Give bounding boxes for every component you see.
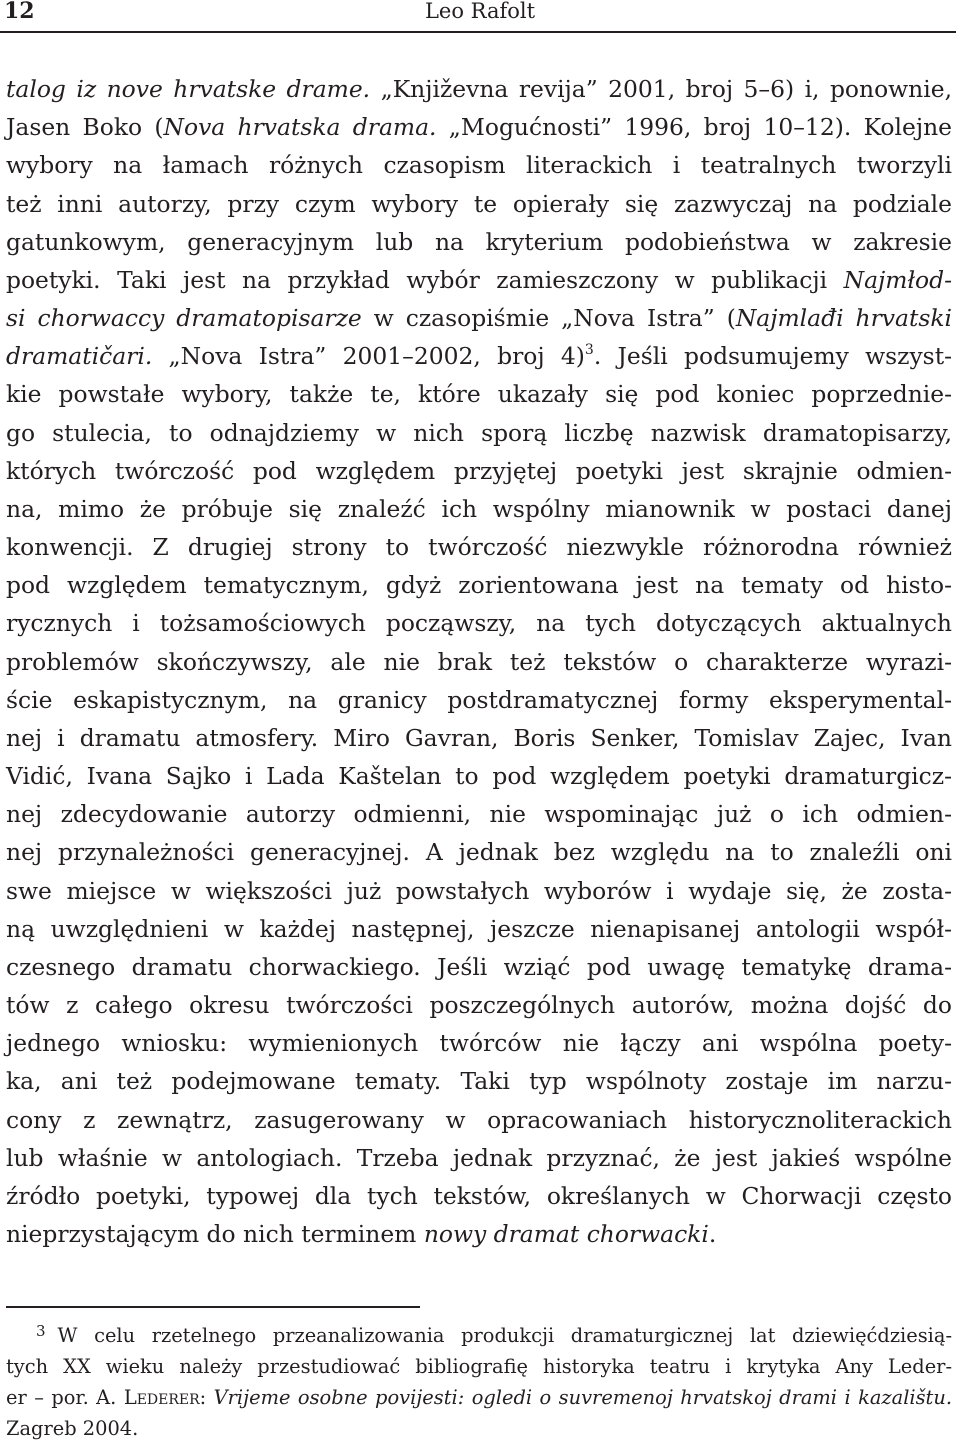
text-line: go stulecia, to odnajdziemy w nich sporą liczbę nazwisk dramatopisarzy, [6,418,952,447]
text-line: na, mimo że próbuje się znaleźć ich wspólny mianownik w postaci danej [6,494,952,523]
text-line: Vidić, Ivana Sajko i Lada Kaštelan to pod względem poetyki dramaturgicz- [6,762,952,791]
text-line: ka, ani też podejmowane tematy. Taki typ wspólnoty zostaje im narzu- [6,1067,952,1096]
text-line: nej przynależności generacyjnej. A jednak bez względu na to znaleźli oni [6,838,952,867]
text-line: jednego wniosku: wymienionych twórców nie łączy ani wspólna poety- [6,1029,952,1058]
text-line: czesnego dramatu chorwackiego. Jeśli wziąć pod uwagę tematykę drama- [6,952,952,981]
text-line: ście eskapistycznym, na granicy postdramatycznej formy eksperymental- [6,685,952,714]
text-line: kie powstałe wybory, także te, które ukazały się pod koniec poprzednie- [6,380,952,409]
text-line: tów z całego okresu twórczości poszczególnych autorów, można dojść do [6,991,952,1020]
text-line: nieprzystającym do nich terminem nowy dramat chorwacki. [6,1220,717,1249]
footnote-rule [6,1306,420,1308]
text-line: Jasen Boko (Nova hrvatska drama. „Mogućnosti” 1996, broj 10–12). Kolejne [6,113,952,142]
italic-title: Nova hrvatska drama. [163,113,437,142]
page-number: 12 [4,0,35,24]
text-line: nej zdecydowanie autorzy odmienni, nie wspominając już o ich odmien- [6,800,952,829]
footnote [6,1320,952,1444]
text-line: których twórczość pod względem przyjętej poetyki jest skrajnie odmien- [6,456,952,485]
footnote-line: er – por. A. Lederer: Vrijeme osobne povijesti: ogledi o suvremenoj hrvatskoj drami i kazalištu. [6,1386,953,1409]
text-line: nej i dramatu atmosfery. Miro Gavran, Boris Senker, Tomislav Zajec, Ivan [6,723,952,752]
text-line: konwencji. Z drugiej strony to twórczość niezwykle różnorodna również [6,533,952,562]
footnote-line: tych XX wieku należy przestudiować bibliografię historyka teatru i krytyka Any Leder- [6,1355,952,1378]
text-line: talog iz nove hrvatske drame. „Književna revija” 2001, broj 5–6) i, ponownie, [6,75,953,103]
body-text [6,70,952,1253]
italic-title: Vrijeme osobne povijesti: ogledi o suvremenoj hrvatskoj drami i kazalištu. [213,1386,953,1409]
text-line: źródło poetyki, typowej dla tych tekstów, określanych w Chorwacji często [6,1181,952,1210]
text-line: rycznych i tożsamościowych począwszy, na tych dotyczących aktualnych [6,609,952,638]
footnote-line: Zagreb 2004. [6,1417,139,1440]
text-line: swe miejsce w większości już powstałych wyborów i wydaje się, że zosta- [6,876,952,905]
text-line: gatunkowym, generacyjnym lub na kryterium podobieństwa w zakresie [6,227,952,256]
footnote-reference[interactable]: 3 [584,342,594,359]
italic-title: Najmłod- [843,265,952,294]
text-line: wybory na łamach różnych czasopism literackich i teatralnych tworzyli [6,151,952,180]
italic-term: nowy dramat chorwacki [423,1220,709,1249]
text-line: też inni autorzy, przy czym wybory te opierały się zazwyczaj na podziale [6,189,952,218]
running-header [0,0,960,34]
author-name: Lederer [123,1386,200,1409]
text-line: problemów skończywszy, ale nie brak też tekstów o charakterze wyrazi- [6,647,952,676]
footnote-line: 3 W celu rzetelnego przeanalizowania produkcji dramaturgicznej lat dziewięćdziesią- [36,1322,952,1347]
italic-title: dramatičari. [6,342,153,371]
text-line: dramatičari. „Nova Istra” 2001–2002, broj 4)$^3$. Jeśli podsumujemy wszyst- [6,342,952,371]
header-rule [0,31,956,33]
text-line: cony z zewnątrz, zasugerowany w opracowaniach historycznoliterackich [6,1105,952,1134]
text-line: ną uwzględnieni w każdej następnej, jeszcze nienapisanej antologii współ- [6,914,952,943]
text-line: si chorwaccy dramatopisarze w czasopiśmie „Nova Istra” (Najmlađi hrvatski [6,304,953,333]
running-title: Leo Rafolt [424,0,536,23]
text-line: pod względem tematycznym, gdyż zorientowana jest na tematy od histo- [6,571,952,600]
text-line: poetyki. Taki jest na przykład wybór zamieszczony w publikacji Najmłod- [6,265,952,294]
italic-title: si chorwaccy dramatopisarze [6,304,362,333]
italic-title: Najmlađi hrvatski [735,304,953,333]
text-line: lub właśnie w antologiach. Trzeba jednak przyznać, że jest jakieś wspólne [6,1143,952,1172]
italic-title: talog iz nove hrvatske drame. [6,75,371,103]
